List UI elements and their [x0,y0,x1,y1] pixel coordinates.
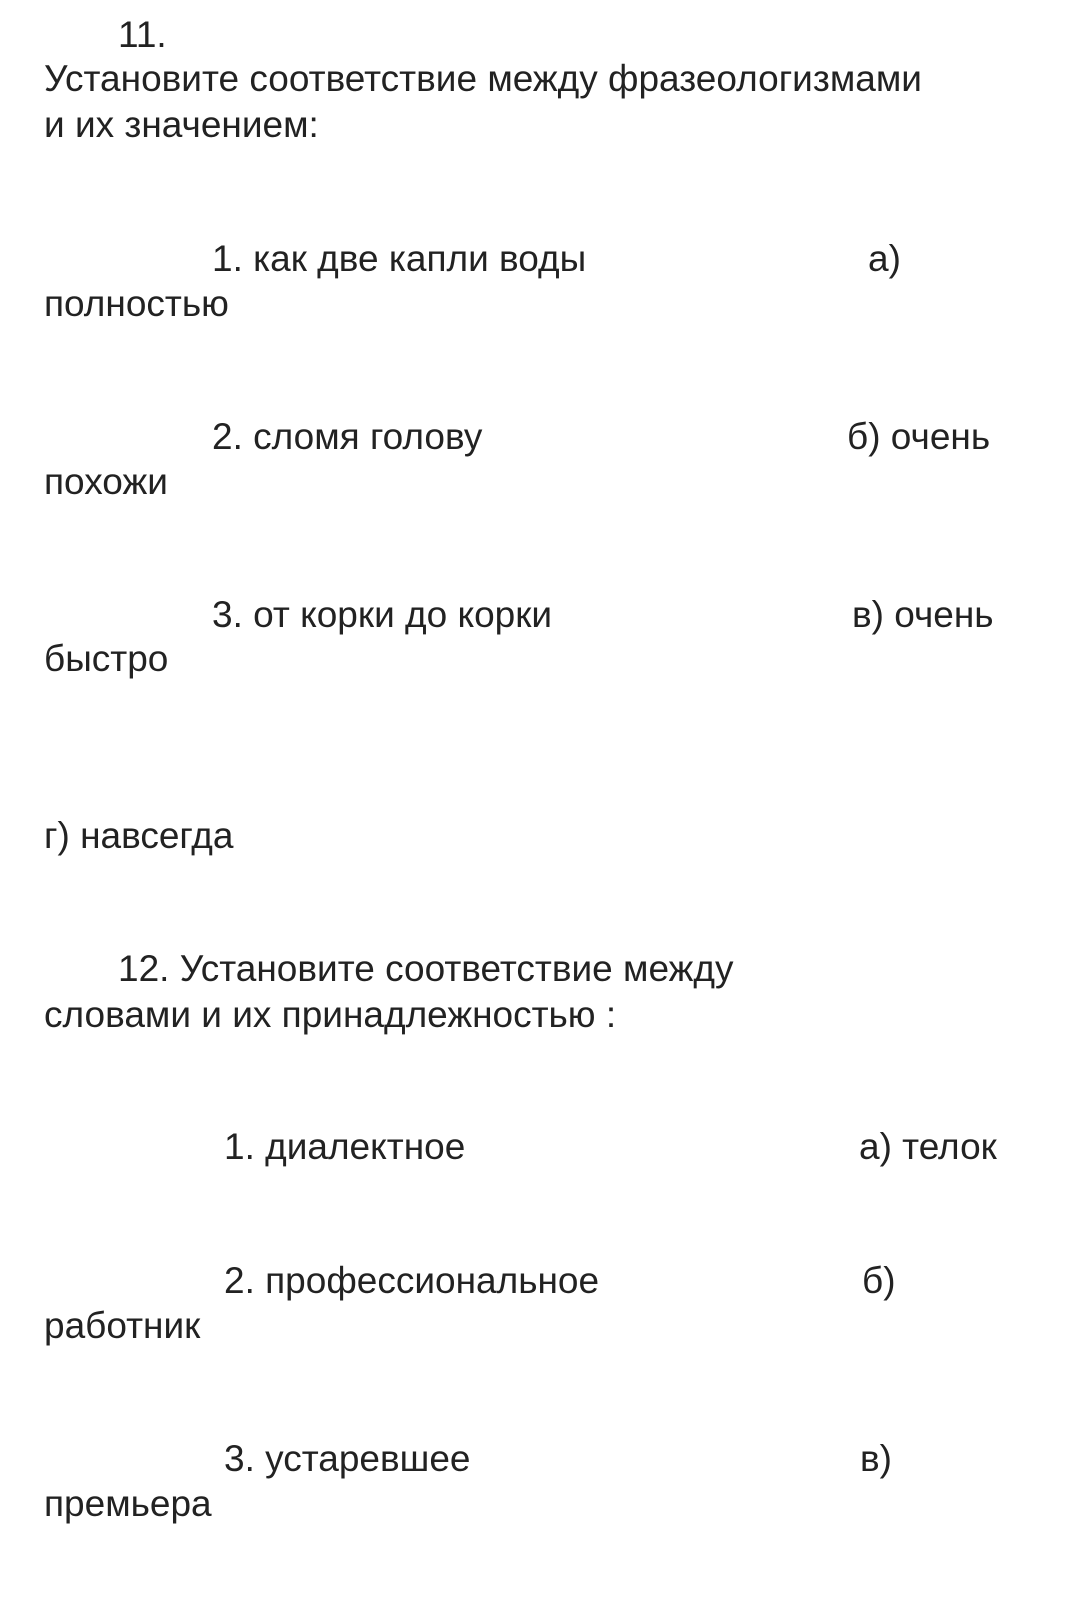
task-12-instruction-line2: словами и их принадлежностью : [44,994,617,1035]
task-12-item-2-word-type: 2. профессиональное [224,1260,600,1301]
task-11-item-3-meaning-wrap: быстро [44,638,169,679]
task-11-instruction-line1: Установите соответствие между фразеологизмами [44,58,922,99]
task-11-number: 11. [118,14,167,55]
task-11-item-2-meaning-letter: б) очень [847,416,991,457]
task-11-item-3-phrase: 3. от корки до корки [212,594,553,635]
task-11-extra-option: г) навсегда [44,815,234,856]
task-11-instruction-line2: и их значением: [44,104,319,145]
task-12-item-3-word-wrap: премьера [44,1483,212,1524]
task-11-item-2-phrase: 2. сломя голову [212,416,483,457]
task-11-item-1-phrase: 1. как две капли воды [212,238,587,279]
task-11-item-3-meaning-letter: в) очень [852,594,994,635]
task-12-instruction-line1: 12. Установите соответствие между [118,948,734,989]
task-12-item-1-word: а) телок [859,1126,997,1167]
task-12-item-1-word-type: 1. диалектное [224,1126,466,1167]
task-11-item-1-meaning-wrap: полностью [44,283,229,324]
task-12-item-3-word-letter: в) [860,1438,892,1479]
task-11-item-1-meaning-letter: а) [868,238,901,279]
task-12-item-2-word-letter: б) [862,1260,896,1301]
task-11-item-2-meaning-wrap: похожи [44,461,168,502]
task-12-item-3-word-type: 3. устаревшее [224,1438,471,1479]
task-12-item-2-word-wrap: работник [44,1305,201,1346]
